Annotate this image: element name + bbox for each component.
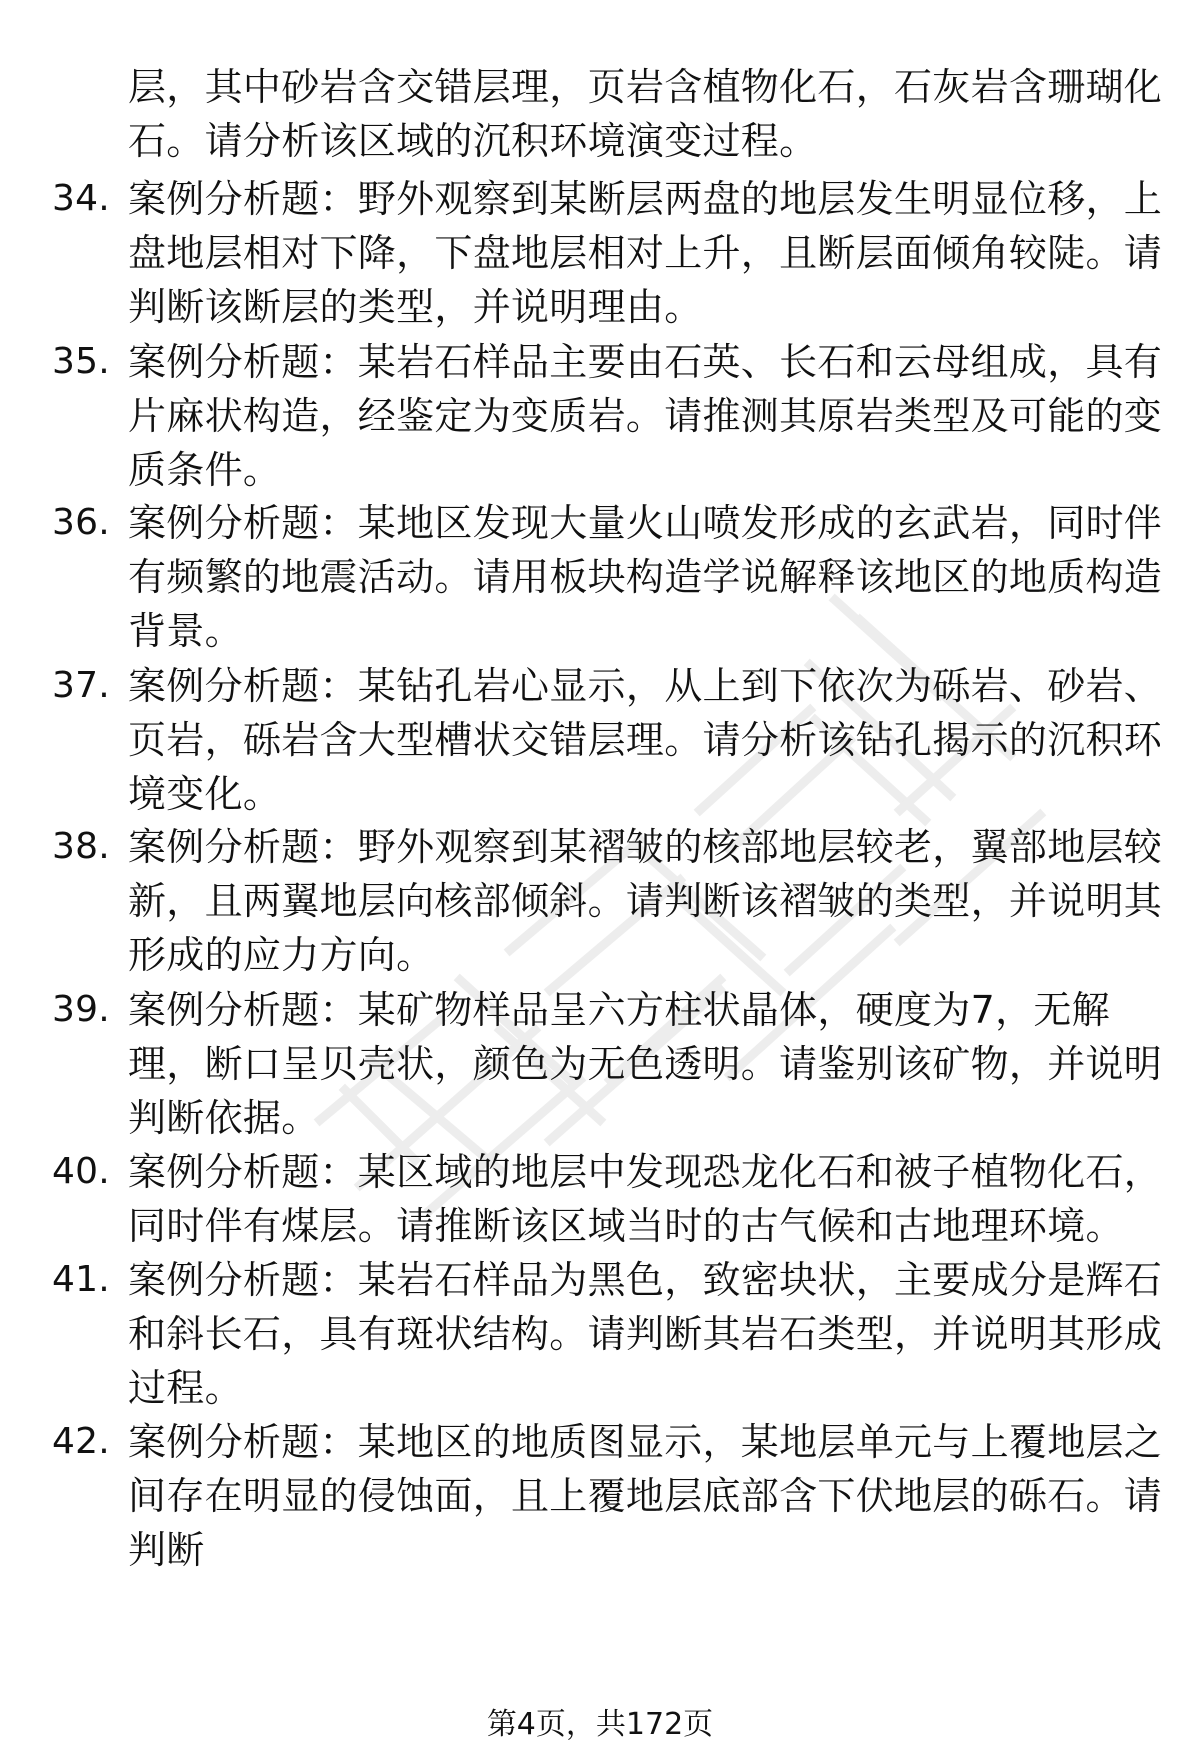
question-text: 案例分析题：某地区的地质图显示，某地层单元与上覆地层之间存在明显的侵蚀面，且上覆地层底部含下伏地层的砾石。请判断 — [128, 1420, 1163, 1572]
question-text: 案例分析题：某矿物样品呈六方柱状晶体，硬度为7，无解理，断口呈贝壳状，颜色为无色透明。请鉴别该矿物，并说明判断依据。 — [128, 988, 1163, 1140]
question-text: 案例分析题：某地区发现大量火山喷发形成的玄武岩，同时伴有频繁的地震活动。请用板块构造学说解释该地区的地质构造背景。 — [128, 501, 1163, 653]
question-text: 案例分析题：某岩石样品主要由石英、长石和云母组成，具有片麻状构造，经鉴定为变质岩。请推测其原岩类型及可能的变质条件。 — [128, 340, 1163, 492]
question-38 — [52, 820, 1172, 982]
question-36 — [52, 496, 1172, 658]
question-number: 36. — [52, 502, 110, 543]
question-number: 41. — [52, 1259, 110, 1300]
question-number: 34. — [52, 178, 110, 219]
page-number-footer: 第4页，共172页 — [486, 1707, 714, 1742]
question-35 — [52, 335, 1172, 497]
question-40 — [52, 1145, 1172, 1253]
continued-question-text: 层，其中砂岩含交错层理，页岩含植物化石，石灰岩含珊瑚化石。请分析该区域的沉积环境演变过程。 — [128, 65, 1163, 163]
question-text: 案例分析题：野外观察到某断层两盘的地层发生明显位移，上盘地层相对下降，下盘地层相对上升，且断层面倾角较陡。请判断该断层的类型，并说明理由。 — [128, 177, 1163, 329]
question-number: 37. — [52, 665, 110, 706]
question-text: 案例分析题：野外观察到某褶皱的核部地层较老，翼部地层较新，且两翼地层向核部倾斜。请判断该褶皱的类型，并说明其形成的应力方向。 — [128, 825, 1163, 977]
question-number: 35. — [52, 341, 110, 382]
question-text: 案例分析题：某岩石样品为黑色，致密块状，主要成分是辉石和斜长石，具有斑状结构。请判断其岩石类型，并说明其形成过程。 — [128, 1258, 1163, 1410]
question-number: 38. — [52, 826, 110, 867]
question-37 — [52, 659, 1172, 821]
question-39 — [52, 983, 1172, 1145]
question-text: 案例分析题：某钻孔岩心显示，从上到下依次为砾岩、砂岩、页岩，砾岩含大型槽状交错层理。请分析该钻孔揭示的沉积环境变化。 — [128, 664, 1163, 816]
question-42 — [52, 1415, 1172, 1577]
question-41 — [52, 1253, 1172, 1415]
question-number: 39. — [52, 989, 110, 1030]
question-number: 42. — [52, 1421, 110, 1462]
question-text: 案例分析题：某区域的地层中发现恐龙化石和被子植物化石，同时伴有煤层。请推断该区域当时的古气候和古地理环境。 — [128, 1150, 1163, 1248]
question-34 — [52, 172, 1172, 334]
question-number: 40. — [52, 1151, 110, 1192]
